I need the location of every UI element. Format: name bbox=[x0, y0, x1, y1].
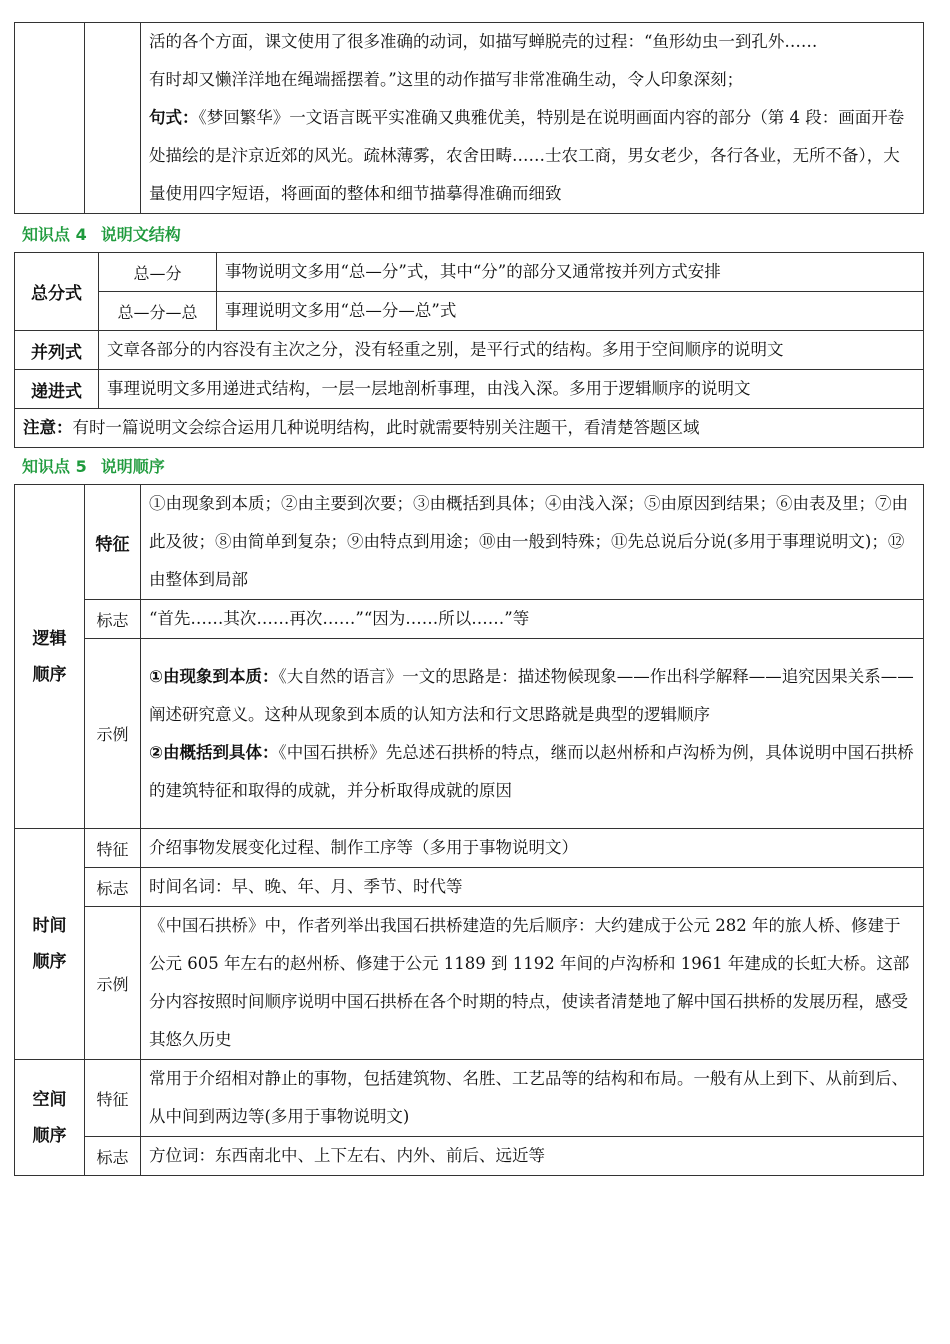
heading-number: 知识点 4 bbox=[22, 225, 87, 244]
note-text: 有时一篇说明文会综合运用几种说明结构，此时就需要特别关注题干，看清楚答题区域 bbox=[72, 418, 700, 437]
space-sign-text: 方位词：东西南北中、上下左右、内外、前后、远近等 bbox=[141, 1137, 924, 1176]
sentence-text: 《梦回繁华》一文语言既平实准确又典雅优美，特别是在说明画面内容的部分（第 4 段：画面开卷处描绘的是汴京近郊的风光。疏林薄雾，农舍田畴……士农工商，男女老少，各行各业，无所不备），大量使用四字短语，将画面的整体和细节描摹得准确而细致 bbox=[149, 108, 905, 203]
text-line: 活的各个方面，课文使用了很多准确的动词，如描写蝉脱壳的过程：“鱼形幼虫一到孔外…… bbox=[149, 32, 818, 51]
note-label: 注意： bbox=[23, 418, 73, 437]
text-line: 有时却又懒洋洋地在绳端摇摆着。”这里的动作描写非常准确生动，令人印象深刻； bbox=[149, 70, 744, 89]
structure-desc: 事理说明文多用“总—分—总”式 bbox=[217, 292, 924, 331]
note-cell bbox=[15, 409, 924, 448]
time-example-text: 《中国石拱桥》中，作者列举出我国石拱桥建造的先后顺序：大约建成于公元 282 年的旅人桥、修建于公元 605 年左右的赵州桥、修建于公元 1189 到 1192 年间的卢沟桥和 1961 年建成的长虹大桥。这部分内容按照时间顺序说明中国石拱桥在各个时期的特点，使读者清楚地了解中国石拱桥的发展历程，感受其悠久历史 bbox=[141, 907, 924, 1060]
example-item: ②由概括到具体：《中国石拱桥》先总述石拱桥的特点，继而以赵州桥和卢沟桥为例，具体说明中国石拱桥的建筑特征和取得的成就，并分析取得成就的原因 bbox=[149, 742, 914, 800]
space-order-label: 空间 顺序 bbox=[15, 1060, 85, 1176]
sign-label: 标志 bbox=[85, 1137, 141, 1176]
heading-number: 知识点 5 bbox=[22, 457, 87, 476]
sign-label: 标志 bbox=[85, 868, 141, 907]
time-feature-text: 介绍事物发展变化过程、制作工序等（多用于事物说明文） bbox=[141, 829, 924, 868]
example-label: 示例 bbox=[85, 907, 141, 1060]
logic-sign-text: “首先……其次……再次……”“因为……所以……”等 bbox=[141, 600, 924, 639]
section-heading-kp5 bbox=[22, 454, 179, 477]
structure-type: 总—分—总 bbox=[99, 292, 217, 331]
structure-type: 总—分 bbox=[99, 253, 217, 292]
structure-table bbox=[14, 252, 924, 448]
feature-label: 特征 bbox=[85, 1060, 141, 1137]
logic-feature-text: ①由现象到本质；②由主要到次要；③由概括到具体；④由浅入深；⑤由原因到结果；⑥由表及里；⑦由此及彼；⑧由简单到复杂；⑨由特点到用途；⑩由一般到特殊；⑪先总说后分说(多用于事理说明文)；⑫由整体到局部 bbox=[141, 485, 924, 600]
logic-order-label: 逻辑 顺序 bbox=[15, 485, 85, 829]
sign-label: 标志 bbox=[85, 600, 141, 639]
sentence-paragraph bbox=[149, 99, 915, 213]
space-feature-text: 常用于介绍相对静止的事物，包括建筑物、名胜、工艺品等的结构和布局。一般有从上到下、从前到后、从中间到两边等(多用于事物说明文) bbox=[141, 1060, 924, 1137]
section-heading-kp4 bbox=[22, 222, 195, 245]
order-table bbox=[14, 484, 924, 1176]
logic-example-cell bbox=[141, 639, 924, 829]
dijin-label: 递进式 bbox=[15, 370, 99, 409]
empty-cell bbox=[85, 23, 141, 214]
heading-title: 说明文结构 bbox=[100, 225, 181, 244]
structure-desc: 事物说明文多用“总—分”式，其中“分”的部分又通常按并列方式安排 bbox=[217, 253, 924, 292]
feature-label: 特征 bbox=[85, 485, 141, 600]
language-features-cell bbox=[141, 23, 924, 214]
heading-title: 说明顺序 bbox=[100, 457, 165, 476]
binglie-label: 并列式 bbox=[15, 331, 99, 370]
empty-cell bbox=[15, 23, 85, 214]
zongfen-label: 总分式 bbox=[15, 253, 99, 331]
sentence-label: 句式： bbox=[149, 108, 199, 127]
example-label: 示例 bbox=[85, 639, 141, 829]
example-item: ①由现象到本质：《大自然的语言》一文的思路是：描述物候现象——作出科学解释——追究因果关系——阐述研究意义。这种从现象到本质的认知方法和行文思路就是典型的逻辑顺序 bbox=[149, 666, 914, 724]
time-sign-text: 时间名词：早、晚、年、月、季节、时代等 bbox=[141, 868, 924, 907]
dijin-desc: 事理说明文多用递进式结构，一层一层地剖析事理，由浅入深。多用于逻辑顺序的说明文 bbox=[99, 370, 924, 409]
feature-label: 特征 bbox=[85, 829, 141, 868]
top-continuation-table bbox=[14, 22, 924, 214]
binglie-desc: 文章各部分的内容没有主次之分，没有轻重之别，是平行式的结构。多用于空间顺序的说明文 bbox=[99, 331, 924, 370]
time-order-label: 时间 顺序 bbox=[15, 829, 85, 1060]
